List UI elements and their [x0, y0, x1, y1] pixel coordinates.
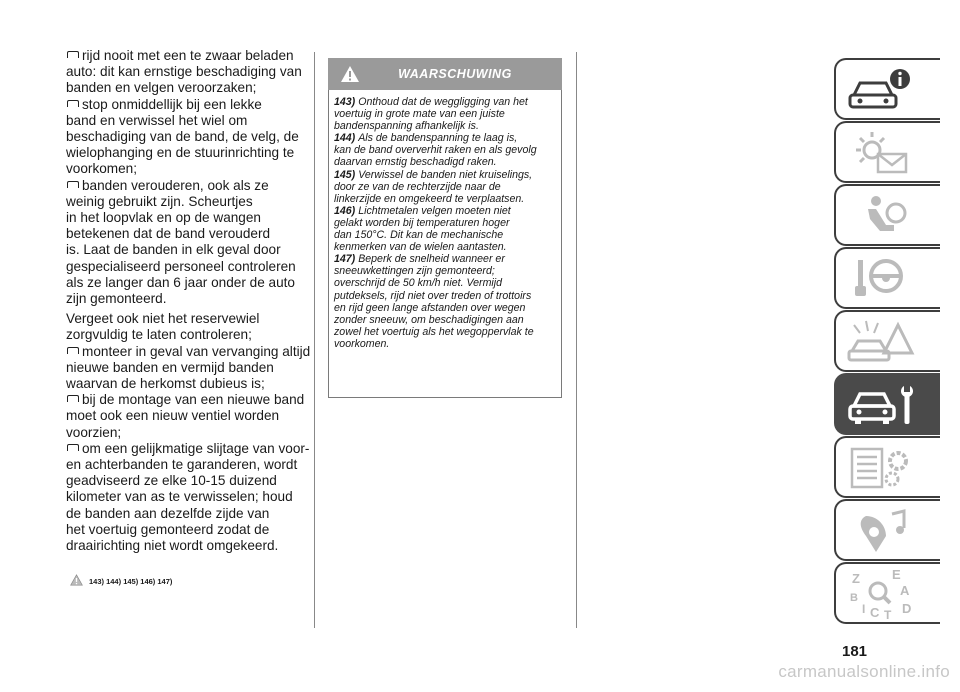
warning-line: [334, 181, 557, 193]
warning-line: [334, 229, 557, 241]
warning-line: [334, 290, 557, 302]
warning-line: [334, 120, 557, 132]
warning-line: [334, 265, 557, 277]
column-divider-2: [576, 52, 577, 628]
bullet-line: [66, 440, 310, 457]
line-text: als ze langer dan 6 jaar onder de auto: [66, 274, 295, 290]
warning-line: [334, 338, 557, 350]
text-line: [66, 538, 306, 554]
car-info-icon: [846, 65, 916, 117]
car-wrench-icon: [846, 380, 916, 432]
warning-number: 147): [334, 253, 356, 266]
bullet-icon: [66, 444, 79, 453]
tab-index[interactable]: [834, 562, 940, 624]
bullet-icon: [66, 395, 79, 404]
specs-gear-icon: [846, 443, 916, 495]
warning-body: [328, 90, 562, 398]
text-line: [66, 275, 306, 291]
warning-line: [334, 314, 557, 326]
car-crash-warning-icon: [846, 317, 916, 369]
text-line: [66, 327, 306, 343]
text-line: [66, 259, 306, 275]
warning-line: [334, 326, 557, 338]
line-text: en achterbanden te garanderen, wordt: [66, 457, 298, 473]
tab-getting-to-know-car[interactable]: [834, 58, 940, 120]
warning-line: [334, 302, 557, 314]
warning-number: 144): [334, 132, 356, 145]
tab-emergency[interactable]: [834, 310, 940, 372]
text-line: [66, 194, 306, 210]
line-text: weinig gebruikt zijn. Scheurtjes: [66, 193, 253, 209]
text-line: [66, 473, 306, 489]
warning-line-text: dan 150°C. Dit kan de mechanische: [334, 229, 504, 242]
warning-line-text: zowel het voertuig als het wegoppervlak te: [334, 325, 534, 338]
text-line: [66, 64, 306, 80]
line-text: in het loopvlak en op de wangen: [66, 210, 261, 226]
warning-line-text: voertuig in grote mate van een juiste: [334, 108, 505, 121]
warning-box: [328, 58, 562, 398]
warning-line-text: kenmerken van de wielen aantasten.: [334, 241, 507, 254]
text-line: [66, 145, 306, 161]
line-text: bij de montage van een nieuwe band: [82, 392, 305, 408]
warning-line: [334, 205, 557, 217]
svg-text:B: B: [850, 592, 858, 604]
line-text: het voertuig gemonteerd zodat de: [66, 521, 270, 537]
line-text: waarvan de herkomst dubieus is;: [66, 376, 265, 392]
warning-line-text: gelakt worden bij temperaturen hoger: [334, 216, 510, 229]
tab-maintenance[interactable]: [834, 373, 940, 435]
sun-envelope-icon: [846, 128, 916, 180]
warning-line: [334, 144, 557, 156]
text-line: [66, 113, 306, 129]
line-text: banden en velgen veroorzaken;: [66, 80, 257, 96]
text-line: [66, 161, 306, 177]
warning-line: [334, 217, 557, 229]
svg-text:I: I: [862, 602, 866, 616]
warning-line: [334, 156, 557, 168]
tab-safety[interactable]: [834, 184, 940, 246]
warning-line-text: zonder sneeuw, om beschadigingen aan: [334, 313, 524, 326]
text-line: [66, 210, 306, 226]
bullet-line: [66, 48, 306, 64]
text-line: [66, 226, 306, 242]
warning-line: [334, 193, 557, 205]
warning-line-text: daarvan ernstig beschadigd raken.: [334, 156, 497, 169]
line-text: moet ook een nieuw ventiel worden: [66, 408, 280, 424]
warning-header: [328, 58, 562, 90]
bullet-icon: [66, 100, 79, 109]
line-text: zorgvuldig te laten controleren;: [66, 327, 252, 343]
warning-number: 146): [334, 204, 356, 217]
text-line: [66, 376, 306, 392]
text-line: [66, 457, 306, 473]
line-text: zijn gemonteerd.: [66, 291, 167, 307]
line-text: kilometer van as te verwisselen; houd: [66, 489, 293, 505]
watermark-text: carmanualsonline.info: [778, 662, 950, 681]
bullet-line: [66, 178, 306, 194]
warning-line-text: Onthoud dat de weggligging van het: [358, 96, 528, 108]
line-text: voorkomen;: [66, 161, 138, 177]
tab-multimedia[interactable]: [834, 499, 940, 561]
text-line: [66, 291, 306, 307]
text-line: [66, 489, 306, 505]
key-steering-wheel-icon: [846, 254, 916, 306]
bullet-line: [66, 392, 306, 408]
warning-line-text: door ze van de rechterzijde naar de: [334, 180, 501, 193]
warning-number: 143): [334, 96, 356, 108]
warning-line-text: Lichtmetalen velgen moeten niet: [358, 204, 511, 217]
warning-line-text: linkerzijde en omgekeerd te verplaatsen.: [334, 192, 525, 205]
line-text: beschadiging van de band, de velg, de: [66, 129, 299, 145]
svg-text:D: D: [902, 601, 912, 616]
warning-title: WAARSCHUWING: [398, 67, 512, 81]
text-line: [66, 408, 306, 424]
line-text: betekenen dat de band verouderd: [66, 226, 271, 242]
line-text: geadviseerd ze elke 10-15 duizend: [66, 473, 277, 489]
warning-line: [334, 241, 557, 253]
tab-dashboard-lights[interactable]: [834, 121, 940, 183]
line-text: band en verwissel het wiel om: [66, 112, 248, 128]
tab-technical-data[interactable]: [834, 436, 940, 498]
line-text: gespecialiseerd personeel controleren: [66, 258, 296, 274]
text-line: [66, 311, 306, 327]
warning-line-text: putdeksels, rijd niet over treden of trottoirs: [334, 289, 532, 302]
text-line: [66, 506, 306, 522]
warning-line-text: overschrijd de 50 km/h niet. Vermijd: [334, 277, 502, 290]
bullet-line: [66, 343, 311, 360]
line-text: monteer in geval van vervanging altijd: [82, 343, 311, 359]
warning-line-text: voorkomen.: [334, 337, 390, 350]
line-text: voorzien;: [66, 424, 122, 440]
warning-line: [334, 132, 557, 144]
line-text: nieuwe banden en vermijd banden: [66, 359, 274, 375]
svg-text:A: A: [900, 583, 910, 598]
line-text: de banden aan dezelfde zijde van: [66, 505, 270, 521]
warning-line: [334, 169, 557, 181]
bullet-icon: [66, 181, 79, 190]
line-text: auto: dit kan ernstige beschadiging van: [66, 64, 302, 80]
warning-line: [334, 277, 557, 289]
warning-line: [334, 253, 557, 265]
warning-line-text: sneeuwkettingen zijn gemonteerd;: [334, 265, 495, 278]
line-text: banden verouderen, ook als ze: [82, 177, 269, 193]
warning-references: [70, 574, 172, 586]
warning-line-text: en rijd geen lange afstanden over wegen: [334, 301, 526, 314]
text-line: [66, 242, 306, 258]
line-text: Vergeet ook niet het reservewiel: [66, 311, 260, 327]
bullet-icon: [66, 347, 79, 356]
warning-line-text: Verwissel de banden niet kruiselings,: [358, 168, 533, 181]
text-line: [66, 425, 306, 441]
warning-line-text: Beperk de snelheid wanneer er: [358, 253, 505, 266]
text-line: [66, 360, 306, 376]
line-text: stop onmiddellijk bij een lekke: [82, 96, 262, 112]
airbag-seat-icon: [846, 191, 916, 243]
line-text: rijd nooit met een te zwaar beladen: [82, 48, 294, 63]
warning-line-text: Als de bandenspanning te laag is,: [358, 132, 518, 145]
text-line: [66, 522, 306, 538]
svg-text:Z: Z: [852, 571, 860, 586]
warning-triangle-icon: [340, 65, 360, 83]
warning-line: [334, 96, 557, 108]
text-line: [66, 129, 306, 145]
alphabet-index-icon: [846, 569, 916, 621]
line-text: draairichting niet wordt omgekeerd.: [66, 538, 279, 554]
text-line: [66, 80, 306, 96]
warning-triangle-icon: [70, 574, 83, 586]
left-text-column: [66, 48, 311, 554]
warning-line: [334, 108, 557, 120]
page-number: 181: [842, 643, 868, 660]
warning-number: 145): [334, 168, 356, 181]
column-divider-1: [314, 52, 315, 628]
warning-refs-text: 143) 144) 145) 146) 147): [89, 577, 173, 586]
line-text: wielophanging en de stuurinrichting te: [66, 145, 295, 161]
warning-line-text: bandenspanning afhankelijk is.: [334, 120, 479, 133]
bullet-icon: [66, 51, 79, 60]
line-text: is. Laat de banden in elk geval door: [66, 242, 281, 258]
tab-starting-driving[interactable]: [834, 247, 940, 309]
svg-text:C: C: [870, 605, 880, 620]
bullet-line: [66, 97, 306, 113]
line-text: om een gelijkmatige slijtage van voor-: [82, 440, 310, 456]
warning-line-text: kan de band oververhit raken en als gevolg: [334, 144, 537, 157]
svg-text:T: T: [884, 608, 892, 621]
svg-text:E: E: [892, 569, 901, 582]
multimedia-icon: [846, 506, 916, 558]
